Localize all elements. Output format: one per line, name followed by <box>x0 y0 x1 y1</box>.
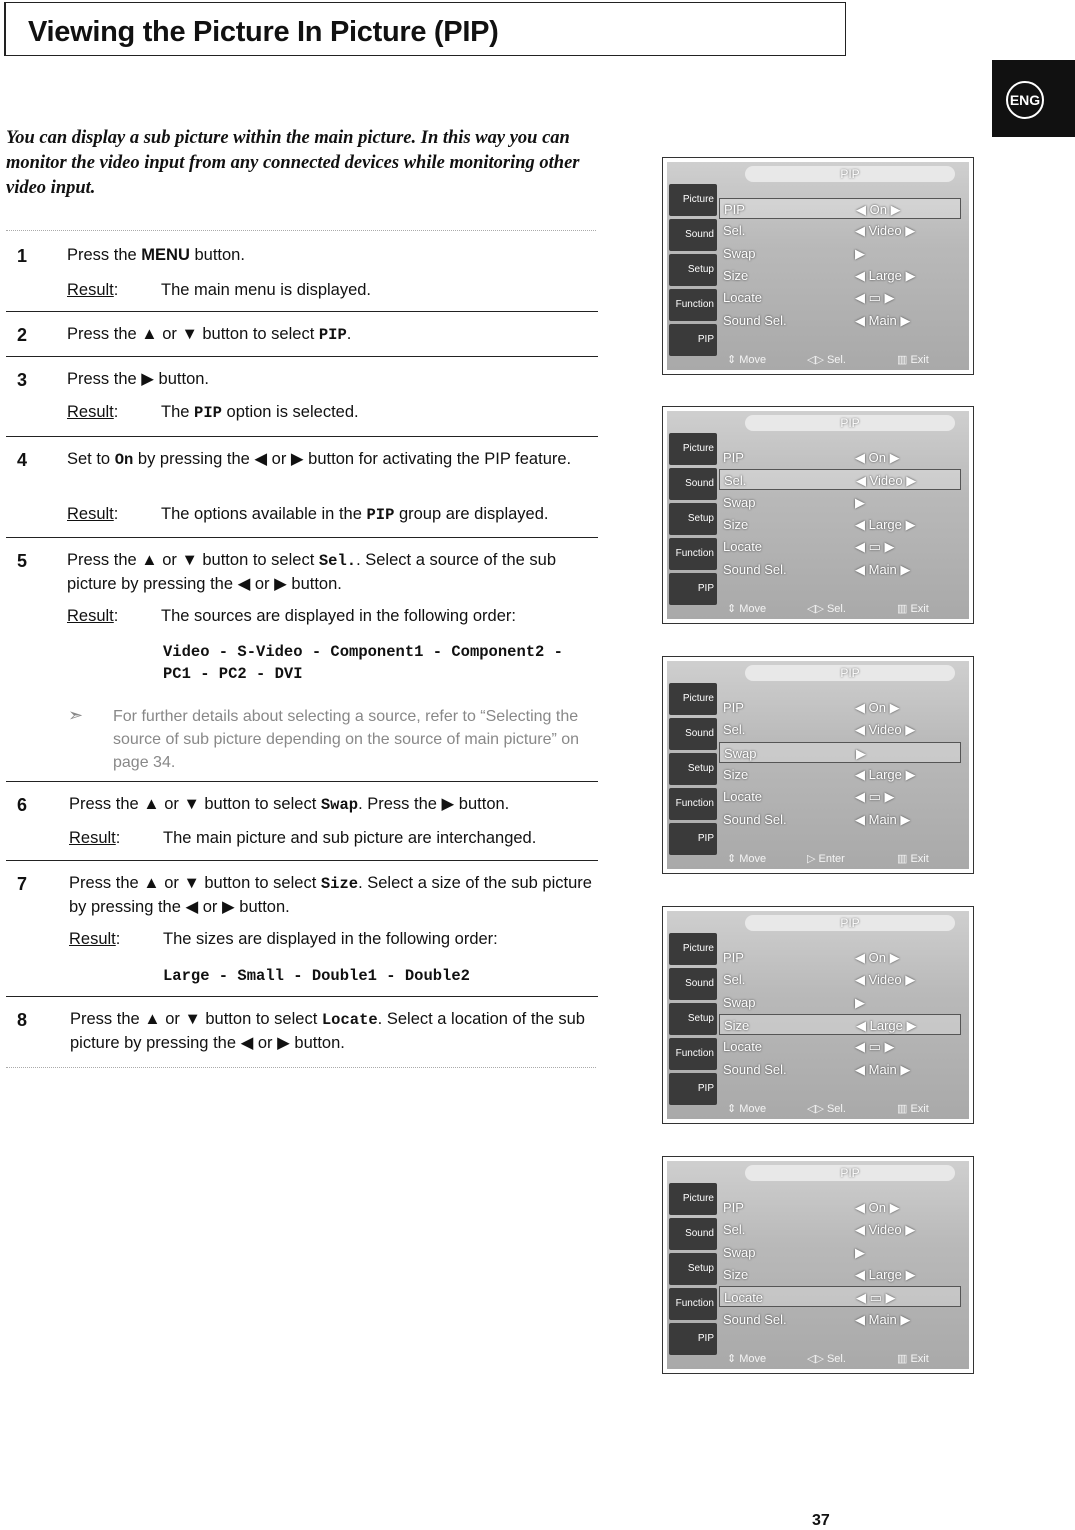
osd-row-name: Locate <box>723 789 763 805</box>
osd-row-value: ◀ Large ▶ <box>855 267 916 283</box>
osd-sidebar <box>669 933 717 1108</box>
osd-footer-action: ◁▷ Sel. <box>807 1353 846 1365</box>
osd-row-value: ◀ Video ▶ <box>855 972 916 988</box>
osd-row-value: ◀ On ▶ <box>855 450 900 465</box>
osd-row-value: ◀ On ▶ <box>855 1200 900 1215</box>
osd-side-item: Setup <box>669 753 717 785</box>
osd-side-item: PIP <box>669 1323 717 1355</box>
osd-row-name: Sel. <box>723 972 746 988</box>
osd-side-item: PIP <box>669 324 717 356</box>
osd-row <box>719 536 961 557</box>
osd-row-name: Sound Sel. <box>723 1311 787 1327</box>
osd-side-item: PIP <box>669 1073 717 1105</box>
title-box <box>4 2 846 56</box>
osd-side-item: Sound <box>669 219 717 251</box>
osd-row <box>719 265 961 286</box>
osd-footer-exit: ▥ Exit <box>897 1353 929 1365</box>
osd-row <box>719 310 961 331</box>
osd-footer-action: ▷ Enter <box>807 853 845 865</box>
osd-row-value: ▶ <box>855 245 865 261</box>
osd-panel <box>667 661 969 869</box>
osd-side-item: PIP <box>669 823 717 855</box>
osd-row-name: Size <box>724 1017 750 1033</box>
step-3 <box>6 357 598 437</box>
osd-side-item: Picture <box>669 184 717 216</box>
osd-sidebar <box>669 433 717 608</box>
size-sequence: Large - Small - Double1 - Double2 <box>163 967 470 985</box>
osd-side-item: Picture <box>669 933 717 965</box>
osd-row <box>719 786 961 807</box>
osd-footer-move: ⇕ Move <box>727 1353 767 1365</box>
osd-row-name: PIP <box>724 202 745 217</box>
osd-row <box>719 1219 961 1240</box>
osd-side-item: Sound <box>669 1218 717 1250</box>
osd-row-value: ◀ Main ▶ <box>855 312 911 328</box>
step-5 <box>6 538 598 782</box>
step-text: Press the ▶ button. <box>67 370 210 388</box>
osd-footer-exit: ▥ Exit <box>897 853 929 865</box>
osd-side-item: Setup <box>669 503 717 535</box>
step-7 <box>6 861 598 997</box>
osd-panel <box>667 162 969 370</box>
pip-menu-screenshot <box>662 406 974 624</box>
osd-row <box>719 1242 961 1263</box>
osd-side-item: PIP <box>669 573 717 605</box>
osd-row-value: ◀ Large ▶ <box>856 1017 917 1033</box>
osd-sidebar <box>669 683 717 858</box>
osd-title: PIP <box>745 166 955 182</box>
osd-row-name: Sound Sel. <box>723 1061 787 1077</box>
osd-row-name: Size <box>723 1266 749 1282</box>
step-text: Press the MENU button. <box>67 246 245 264</box>
osd-row-name: PIP <box>723 1200 744 1215</box>
note-arrow-icon: ➣ <box>68 705 84 725</box>
osd-row-name: Sel. <box>723 223 746 239</box>
step-number: 3 <box>17 370 28 390</box>
osd-row-name: Locate <box>723 290 763 306</box>
osd-row-value: ◀ Large ▶ <box>855 516 916 532</box>
step-text: Press the ▲ or ▼ button to select PIP. <box>67 325 352 344</box>
osd-row <box>719 447 961 468</box>
step-number: 8 <box>17 1010 28 1030</box>
osd-side-item: Sound <box>669 718 717 750</box>
step-result: Result: The sources are displayed in the following order: <box>67 607 516 625</box>
osd-row <box>719 198 961 219</box>
divider <box>6 1067 596 1068</box>
osd-row-value: ◀ ▭ ▶ <box>855 290 895 306</box>
step-result: Result: The options available in the PIP group are displayed. <box>67 505 549 524</box>
osd-row-name: Sound Sel. <box>723 561 787 577</box>
step-1 <box>6 244 598 312</box>
osd-row <box>719 947 961 968</box>
osd-row <box>719 719 961 740</box>
step-result: Result: The sizes are displayed in the following order: <box>69 930 498 948</box>
osd-row <box>719 1036 961 1057</box>
osd-row-name: Sel. <box>723 722 746 738</box>
osd-row <box>719 1014 961 1035</box>
osd-row-value: ▶ <box>855 494 865 510</box>
step-number: 7 <box>17 874 28 894</box>
osd-row-name: Swap <box>724 745 757 761</box>
osd-footer-move: ⇕ Move <box>727 354 767 366</box>
osd-footer <box>727 1351 957 1367</box>
osd-side-item: Function <box>669 1038 717 1070</box>
osd-row <box>719 243 961 264</box>
step-text: Press the ▲ or ▼ button to select Sel.. Select a source of the sub picture by pressing the ◀ or ▶ button. <box>67 551 557 593</box>
divider <box>6 230 596 231</box>
osd-row-value: ◀ Video ▶ <box>855 722 916 738</box>
osd-side-item: Picture <box>669 1183 717 1215</box>
eng-badge: ENG <box>1006 81 1044 119</box>
pip-menu-screenshot <box>662 157 974 375</box>
osd-side-item: Sound <box>669 968 717 1000</box>
osd-row-name: Sound Sel. <box>723 811 787 827</box>
osd-row <box>719 469 961 490</box>
osd-row-value: ◀ ▭ ▶ <box>855 1039 895 1055</box>
osd-row-value: ▶ <box>856 745 866 761</box>
osd-row-name: Size <box>723 516 749 532</box>
osd-footer-action: ◁▷ Sel. <box>807 603 846 615</box>
osd-row <box>719 287 961 308</box>
osd-row-name: Sel. <box>724 473 747 489</box>
osd-row <box>719 1197 961 1218</box>
osd-footer-exit: ▥ Exit <box>897 354 929 366</box>
osd-row-value: ◀ Main ▶ <box>855 1311 911 1327</box>
osd-side-item: Setup <box>669 1003 717 1035</box>
step-8 <box>6 997 598 1067</box>
osd-row-value: ◀ Large ▶ <box>855 766 916 782</box>
osd-row-name: Swap <box>723 494 756 510</box>
osd-row <box>719 1309 961 1330</box>
osd-footer-move: ⇕ Move <box>727 603 767 615</box>
osd-row-value: ◀ ▭ ▶ <box>856 1290 896 1306</box>
step-text: Press the ▲ or ▼ button to select Swap. Press the ▶ button. <box>69 795 510 814</box>
osd-row <box>719 742 961 763</box>
intro-text: You can display a sub picture within the main picture. In this way you can monitor the video input from any connected devices while monitoring other video input. <box>6 128 580 198</box>
osd-row-name: PIP <box>723 700 744 715</box>
osd-row <box>719 220 961 241</box>
source-sequence: Video - S-Video - Component1 - Component2 - PC1 - PC2 - DVI <box>163 643 563 683</box>
language-tab <box>992 60 1075 137</box>
osd-row-value: ◀ ▭ ▶ <box>855 789 895 805</box>
osd-row-value: ◀ On ▶ <box>855 700 900 715</box>
step-number: 6 <box>17 795 28 815</box>
osd-footer-exit: ▥ Exit <box>897 1103 929 1115</box>
step-number: 1 <box>17 246 28 266</box>
osd-row-name: Swap <box>723 994 756 1010</box>
step-4 <box>6 437 598 538</box>
step-result: Result: The main menu is displayed. <box>67 281 372 299</box>
osd-side-item: Picture <box>669 433 717 465</box>
osd-title: PIP <box>745 915 955 931</box>
osd-footer <box>727 1101 957 1117</box>
osd-sidebar <box>669 184 717 359</box>
osd-row-name: Swap <box>723 1244 756 1260</box>
osd-row-value: ◀ Main ▶ <box>855 811 911 827</box>
osd-side-item: Function <box>669 538 717 570</box>
osd-footer-exit: ▥ Exit <box>897 603 929 615</box>
osd-panel <box>667 411 969 619</box>
osd-side-item: Sound <box>669 468 717 500</box>
step-6 <box>6 782 598 861</box>
osd-row-name: Locate <box>723 539 763 555</box>
osd-panel <box>667 911 969 1119</box>
osd-side-item: Function <box>669 1288 717 1320</box>
osd-sidebar <box>669 1183 717 1358</box>
osd-title: PIP <box>745 415 955 431</box>
osd-row-value: ◀ On ▶ <box>855 950 900 965</box>
osd-row-name: PIP <box>723 950 744 965</box>
osd-row-value: ◀ Large ▶ <box>855 1266 916 1282</box>
step-text: Press the ▲ or ▼ button to select Size. Select a size of the sub picture by pressing the ◀ or ▶ button. <box>69 874 592 916</box>
osd-footer-move: ⇕ Move <box>727 853 767 865</box>
osd-row-value: ◀ Video ▶ <box>856 473 917 489</box>
osd-row <box>719 514 961 535</box>
osd-row-name: Swap <box>723 245 756 261</box>
osd-row-name: Sound Sel. <box>723 312 787 328</box>
osd-row-value: ▶ <box>855 1244 865 1260</box>
osd-title: PIP <box>745 665 955 681</box>
osd-row-value: ▶ <box>855 994 865 1010</box>
osd-row-value: ◀ Main ▶ <box>855 1061 911 1077</box>
osd-footer <box>727 352 957 368</box>
osd-row <box>719 969 961 990</box>
osd-row-name: Locate <box>724 1290 764 1306</box>
osd-row-name: Locate <box>723 1039 763 1055</box>
pip-menu-screenshot <box>662 906 974 1124</box>
step-number: 2 <box>17 325 28 345</box>
osd-row-value: ◀ Video ▶ <box>855 1222 916 1238</box>
step-text: Press the ▲ or ▼ button to select Locate. Select a location of the sub picture by pressing the ◀ or ▶ button. <box>70 1010 585 1052</box>
osd-footer-action: ◁▷ Sel. <box>807 1103 846 1115</box>
page-title: Viewing the Picture In Picture (PIP) <box>28 16 499 48</box>
step-number: 5 <box>17 551 28 571</box>
osd-side-item: Function <box>669 289 717 321</box>
osd-row-name: PIP <box>723 450 744 465</box>
osd-row-value: ◀ Video ▶ <box>855 223 916 239</box>
osd-row <box>719 764 961 785</box>
osd-side-item: Function <box>669 788 717 820</box>
osd-side-item: Setup <box>669 254 717 286</box>
page-number: 37 <box>812 1512 830 1529</box>
step-number: 4 <box>17 450 28 470</box>
step-result: Result: The main picture and sub picture are interchanged. <box>69 829 537 847</box>
osd-row <box>719 809 961 830</box>
osd-row-value: ◀ Main ▶ <box>855 561 911 577</box>
osd-footer-move: ⇕ Move <box>727 1103 767 1115</box>
step-text: Set to On by pressing the ◀ or ▶ button for activating the PIP feature. <box>67 450 572 469</box>
pip-menu-screenshot <box>662 656 974 874</box>
osd-row <box>719 559 961 580</box>
osd-row-value: ◀ On ▶ <box>856 202 901 217</box>
osd-row <box>719 697 961 718</box>
pip-menu-screenshot <box>662 1156 974 1374</box>
osd-side-item: Setup <box>669 1253 717 1285</box>
osd-row-name: Size <box>723 267 749 283</box>
osd-row <box>719 1264 961 1285</box>
osd-footer <box>727 601 957 617</box>
osd-row-name: Sel. <box>723 1222 746 1238</box>
osd-row-name: Size <box>723 766 749 782</box>
osd-row <box>719 992 961 1013</box>
osd-footer-action: ◁▷ Sel. <box>807 354 846 366</box>
osd-row <box>719 492 961 513</box>
step-result: Result: The PIP option is selected. <box>67 403 359 422</box>
step-2 <box>6 312 598 357</box>
osd-row <box>719 1059 961 1080</box>
note-text: For further details about selecting a source, refer to “Selecting the source of sub picture depending on the source of main picture” on page 34. <box>113 708 580 771</box>
osd-side-item: Picture <box>669 683 717 715</box>
osd-row-value: ◀ ▭ ▶ <box>855 539 895 555</box>
osd-row <box>719 1286 961 1307</box>
osd-panel <box>667 1161 969 1369</box>
osd-footer <box>727 851 957 867</box>
osd-title: PIP <box>745 1165 955 1181</box>
